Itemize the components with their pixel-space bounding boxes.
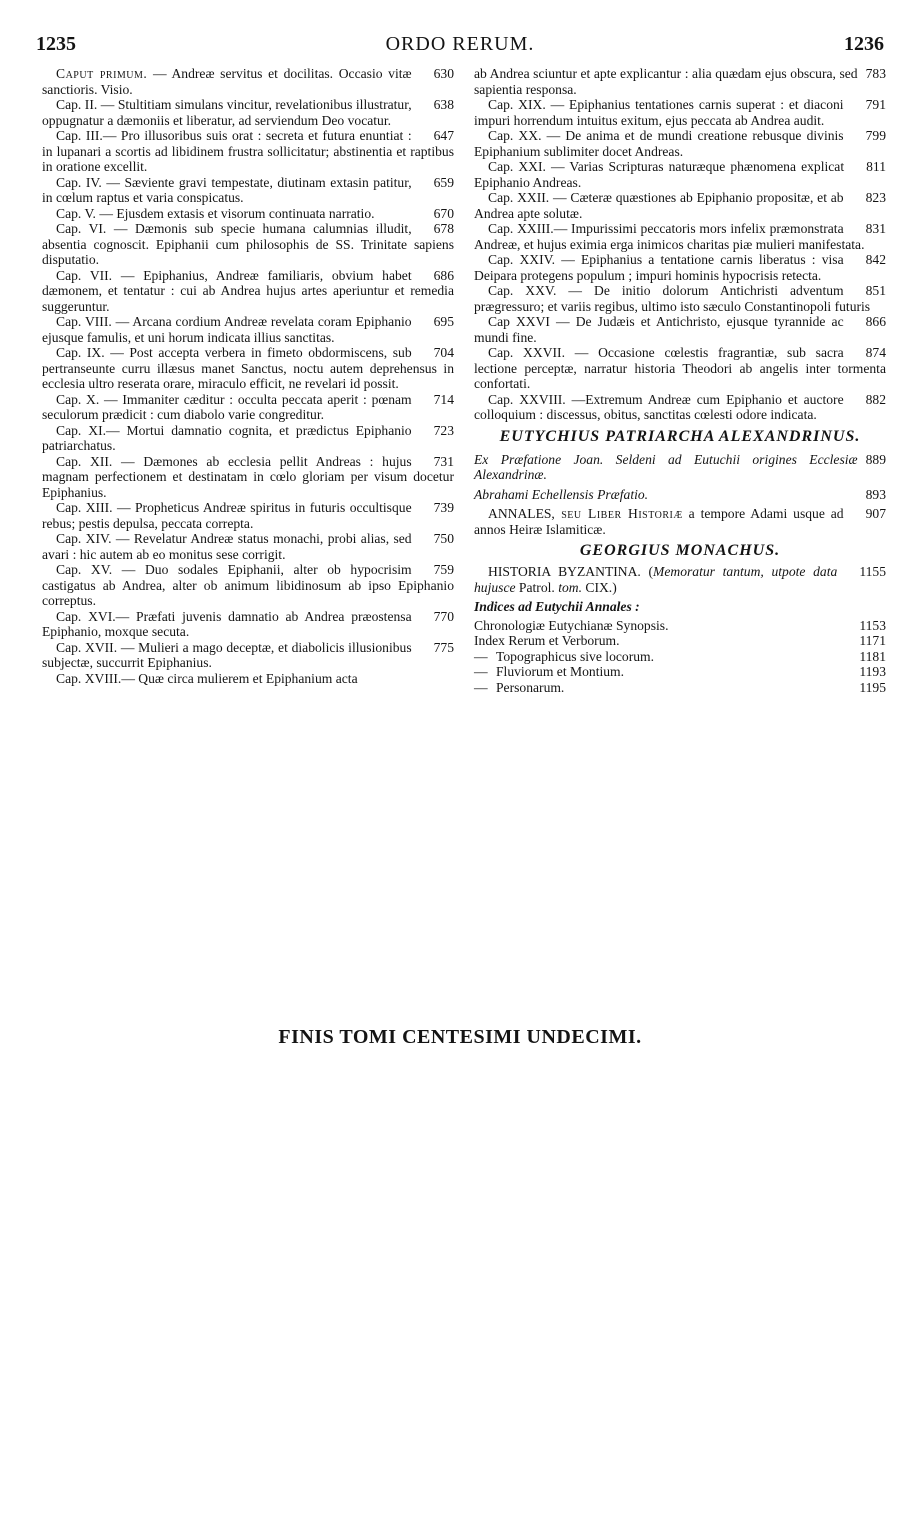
page-ref: 750 xyxy=(433,531,454,546)
chapter-label: Cap. V. xyxy=(56,205,96,221)
page-ref: 866 xyxy=(865,314,886,329)
chapter-entry xyxy=(42,562,454,609)
page-ref: 889 xyxy=(865,451,886,467)
entry-text: — Mortui damnatio cognita, et prædictus Epiphanio patriarchatus. xyxy=(42,422,412,453)
chapter-label: Cap. VIII. xyxy=(56,314,112,329)
page-ref: 851 xyxy=(865,283,886,298)
entry-text: — Dæmonis sub specie humana calumnias illudit, absentia cognoscit. Epiphanii cum philosophis de SS. Trinitate sapiens disputatio. xyxy=(42,221,454,267)
page-ref: 775 xyxy=(433,639,454,655)
chapter-label: Cap. XXIV. xyxy=(488,252,556,267)
entry-text: — Duo sodales Epiphanii, alter ob hypocrisim castigatus ab Andrea, alter ob animum libidinosum ab ipso Epiphanio correptus. xyxy=(42,562,454,608)
chapter-label: Cap. VII. xyxy=(56,267,113,283)
chapter-label: Cap. IV. xyxy=(56,174,102,190)
page-ref: 686 xyxy=(433,267,454,283)
page-ref: 704 xyxy=(433,345,454,360)
index-label-wrap xyxy=(474,633,619,649)
annales-liber: Liber Historiæ xyxy=(588,506,683,521)
page-header xyxy=(36,32,884,56)
finis-line: FINIS TOMI CENTESIMI UNDECIMI. xyxy=(278,1026,642,1048)
chapter-label: Cap. XIV. xyxy=(56,531,112,546)
page-ref: 1153 xyxy=(859,617,886,633)
index-label-wrap xyxy=(474,680,564,696)
eutychius-entry xyxy=(474,452,886,483)
index-label: Chronologiæ Eutychianæ Synopsis. xyxy=(474,617,669,633)
entry-text: Abrahami Echellensis Præfatio. xyxy=(474,486,649,502)
index-label-wrap xyxy=(474,618,668,634)
entry-text: — Propheticus Andreæ spiritus in futuris occultisque rebus; pestis depulsa, peccata correpta. xyxy=(42,500,412,531)
page-ref: 811 xyxy=(866,159,886,174)
chapter-entry xyxy=(42,423,454,454)
chapter-label: Cap XXVI xyxy=(488,314,550,329)
chapter-entry xyxy=(42,66,454,97)
historia-label: HISTORIA BYZANTINA. xyxy=(488,564,641,579)
page-ref: 799 xyxy=(865,128,886,143)
chapter-entry xyxy=(474,221,886,252)
page-ref: 1181 xyxy=(859,648,886,664)
entry-text: — Occasione cœlestis fragrantiæ, sub sacra lectione perceptæ, narratur historia Theodori ab angelis inter tormenta confortati. xyxy=(474,345,886,391)
annales-seu: seu xyxy=(554,506,589,521)
chapter-entry xyxy=(42,314,454,345)
right-entries xyxy=(474,97,886,423)
page-ref: 1155 xyxy=(859,564,886,579)
page-ref: 783 xyxy=(865,66,886,81)
chapter-label: Cap. XII. xyxy=(56,453,113,469)
historia-note-end: CIX.) xyxy=(582,579,617,595)
chapter-entry xyxy=(474,128,886,159)
chapter-entry xyxy=(474,392,886,423)
annales-label: ANNALES, xyxy=(488,506,555,521)
page-ref: 907 xyxy=(865,506,886,521)
section-heading-eutychius: EUTYCHIUS PATRIARCHA ALEXANDRINUS. xyxy=(499,427,861,445)
index-label: Topographicus sive locorum. xyxy=(496,648,654,664)
chapter-label: Cap. XVII. xyxy=(56,639,118,655)
chapter-entry xyxy=(42,345,454,392)
chapter-entry xyxy=(42,221,454,268)
chapter-label: Cap. XXIII. xyxy=(488,221,554,236)
section-heading-georgius: GEORGIUS MONACHUS. xyxy=(579,542,781,559)
page-ref: 1195 xyxy=(859,679,886,695)
chapter-entry xyxy=(474,159,886,190)
historia-tom: tom. xyxy=(558,579,582,595)
page-ref: 831 xyxy=(865,221,886,236)
entry-text: — De anima et de mundi creatione rebusque divinis Epiphanium sublimiter docet Andreas. xyxy=(474,128,844,159)
chapter-entry xyxy=(474,190,886,221)
chapter-label: Cap. XI. xyxy=(56,422,106,438)
chapter-entry xyxy=(42,175,454,206)
chapter-label: Cap. XVIII. xyxy=(56,670,122,686)
entry-text: — Revelatur Andreæ status monachi, probi alias, sed avari : hic autem ab eo monitus sese corrigit. xyxy=(42,531,412,562)
page-ref: 770 xyxy=(433,608,454,624)
annales-entry xyxy=(474,506,886,537)
chapter-label: Cap. XXV. xyxy=(488,283,557,298)
chapter-entry xyxy=(42,206,454,222)
entry-text: — Varias Scripturas naturæque phænomena explicat Epiphanio Andreas. xyxy=(474,159,845,190)
index-row xyxy=(474,618,886,634)
entry-text: — Impurissimi peccatoris mors infelix præmonstrata Andreæ, et hujus eximia erga inimicos charitas piæ mulieri manifestata. xyxy=(474,221,865,252)
chapter-entry xyxy=(42,609,454,640)
page-number-left: 1235 xyxy=(36,33,76,55)
chapter-label: Cap. X. xyxy=(56,391,100,407)
historia-paren: ( xyxy=(640,564,654,579)
chapter-entry xyxy=(42,392,454,423)
page-ref: 874 xyxy=(865,345,886,360)
chapter-label: Cap. XX. xyxy=(488,128,542,143)
index-dash: — xyxy=(474,679,488,695)
entry-text: — Post accepta verbera in fimeto obdormiscens, sub pertranseunte curru illæsus manet Sanctus, noctu autem deprehensus in ecclesia ultro reserata orare, miraculo efficit, ne revelari id possit. xyxy=(42,345,454,391)
chapter-label: Cap. XXII. xyxy=(488,190,550,205)
chapter-label: Cap. XXVII. xyxy=(488,345,565,360)
entry-text: — Sæviente gravi tempestate, diutinam extasin patitur, in cœlum raptus et varia conspicatus. xyxy=(42,174,412,205)
chapter-entry xyxy=(42,640,454,671)
chapter-entry xyxy=(474,283,886,314)
chapter-label: Cap. XIII. xyxy=(56,500,113,515)
index-row xyxy=(474,664,886,680)
chapter-entry xyxy=(42,500,454,531)
page-ref: 647 xyxy=(433,128,454,143)
chapter-label: Cap. XXI. xyxy=(488,159,546,174)
page-ref: 882 xyxy=(865,391,886,407)
index-row xyxy=(474,680,886,696)
page-ref: 759 xyxy=(433,562,454,577)
chapter-entry xyxy=(474,252,886,283)
entry-text: — Ejusdem extasis et visorum continuata narratio. xyxy=(95,205,375,221)
index-label: Fluviorum et Montium. xyxy=(496,664,625,679)
entry-text: — Epiphanius a tentatione carnis liberatus : visa Deipara protegens populum ; impuri hominis hypocrisis retecta. xyxy=(474,252,844,283)
chapter-label: Cap. XIX. xyxy=(488,97,546,112)
entry-text: — Præfati juvenis damnatio ab Andrea præostensa Epiphanio, moxque secuta. xyxy=(42,608,412,639)
chapter-label: Cap. XXVIII. xyxy=(488,391,566,407)
page-ref: 723 xyxy=(433,422,454,438)
index-row xyxy=(474,649,886,665)
chapter-entry xyxy=(42,97,454,128)
page-ref: 638 xyxy=(433,97,454,112)
eutychius-entry xyxy=(474,487,886,503)
chapter-entry xyxy=(42,128,454,175)
indices-heading: Indices ad Eutychii Annales : xyxy=(474,599,640,614)
chapter-label: Cap. XV. xyxy=(56,562,113,577)
entry-text: Ex Præfatione Joan. Seldeni ad Eutuchii origines Ecclesiæ Alexandrinæ. xyxy=(474,451,858,482)
index-row xyxy=(474,633,886,649)
entry-text: — Andreæ servitus et docilitas. Occasio vitæ sanctioris. Visio. xyxy=(42,66,412,97)
entry-text: — Stultitiam simulans vincitur, revelationibus illustratur, oppugnatur a dæmoniis et liberatur, ad serviendum Deo vocatur. xyxy=(42,97,412,128)
right-column xyxy=(474,66,886,695)
page-ref: 695 xyxy=(433,314,454,329)
page-ref: 842 xyxy=(865,252,886,267)
entry-text: — Pro illusoribus suis orat : secreta et futura enuntiat : in lupanari a scortis ad libidinem frustra sollicitatur; abstinentia et raptibus in oratione excellit. xyxy=(42,128,454,174)
page-ref: 678 xyxy=(433,221,454,236)
page-number-right: 1236 xyxy=(844,33,884,55)
index-label-wrap xyxy=(474,664,624,680)
historia-entry xyxy=(474,564,886,595)
page-ref: 670 xyxy=(433,205,454,221)
index-label: Personarum. xyxy=(496,679,565,695)
entry-text: — De initio dolorum Antichristi adventum prægressuro; et variis regibus, ultimo isto sæculo Constantinopoli futuris xyxy=(474,283,871,314)
chapter-label: Caput primum. xyxy=(56,66,148,81)
entry-text: — Immaniter cæditur : occulta peccata aperit : pœnam seculorum prædicit : cum diabolo varie congreditur. xyxy=(42,391,412,422)
page-ref: 893 xyxy=(865,486,886,502)
chapter-label: Cap. III. xyxy=(56,128,103,143)
page-ref: 823 xyxy=(865,190,886,205)
continuation-entry xyxy=(474,66,886,97)
page-ref: 739 xyxy=(433,500,454,515)
chapter-label: Cap. II. xyxy=(56,97,98,112)
entry-text: a tempore Adami usque ad annos Heiræ Islamiticæ. xyxy=(474,506,844,537)
entry-text: — Epiphanius, Andreæ familiaris, obvium habet dæmonem, et tentatur : cui ab Andrea hujus artes aperiuntur et remedia suggeruntur. xyxy=(42,267,454,314)
entry-text: ab Andrea sciuntur et apte explicantur : alia quædam ejus obscura, sed sapientia responsa. xyxy=(474,66,858,97)
chapter-entry xyxy=(474,345,886,392)
index-dash: — xyxy=(474,664,488,679)
page-ref: 630 xyxy=(433,66,454,81)
page-ref: 731 xyxy=(433,453,454,469)
entry-text: — Quæ circa mulierem et Epiphanium acta xyxy=(121,670,358,686)
chapter-label: Cap. XVI. xyxy=(56,608,116,624)
index-label-wrap xyxy=(474,649,654,665)
chapter-entry xyxy=(474,314,886,345)
chapter-entry xyxy=(42,671,454,687)
page-ref: 1171 xyxy=(859,633,886,648)
entry-text: — Cæteræ quæstiones ab Epiphanio propositæ, et ab Andrea apte solutæ. xyxy=(474,190,844,221)
page-ref: 714 xyxy=(433,391,454,407)
chapter-label: Cap. IX. xyxy=(56,345,105,360)
index-label: Index Rerum et Verborum. xyxy=(474,633,620,648)
page-ref: 659 xyxy=(433,174,454,190)
indices-list xyxy=(474,618,886,696)
chapter-entry xyxy=(42,268,454,315)
chapter-entry xyxy=(42,454,454,501)
entry-text: —Extremum Andreæ cum Epiphanio et auctore colloquium : discessus, obitus, sanctitas cœlesti odore indicata. xyxy=(474,391,844,422)
entry-text: — Mulieri a mago deceptæ, et diabolicis illusionibus subjectæ, succurrit Epiphanius. xyxy=(42,639,412,670)
historia-note-plain: Patrol. xyxy=(515,579,559,595)
entry-text: — Arcana cordium Andreæ revelata coram Epiphanio ejusque famulis, et uni horum indicata illius sanctitas. xyxy=(42,314,412,345)
page-ref: 1193 xyxy=(859,664,886,679)
chapter-entry xyxy=(474,97,886,128)
entry-text: — Epiphanius tentationes carnis superat : et diaconi impuri horrendum intuitus exitum, ejus peccata ab Andrea audit. xyxy=(474,97,844,128)
chapter-label: Cap. VI. xyxy=(56,221,107,236)
index-dash: — xyxy=(474,648,488,664)
running-title: ORDO RERUM. xyxy=(385,33,535,55)
left-column xyxy=(42,66,454,686)
entry-text: — De Judæis et Antichristo, ejusque tyrannide ac mundi fine. xyxy=(474,314,844,345)
entry-text: — Dæmones ab ecclesia pellit Andreas : hujus magnam perfectionem et destinatam in cœlo gloriam per visum docetur Epiphanius. xyxy=(42,453,454,500)
page-ref: 791 xyxy=(865,97,886,112)
chapter-entry xyxy=(42,531,454,562)
historia-note: Memoratur tantum, utpote data hujusce xyxy=(474,564,838,595)
